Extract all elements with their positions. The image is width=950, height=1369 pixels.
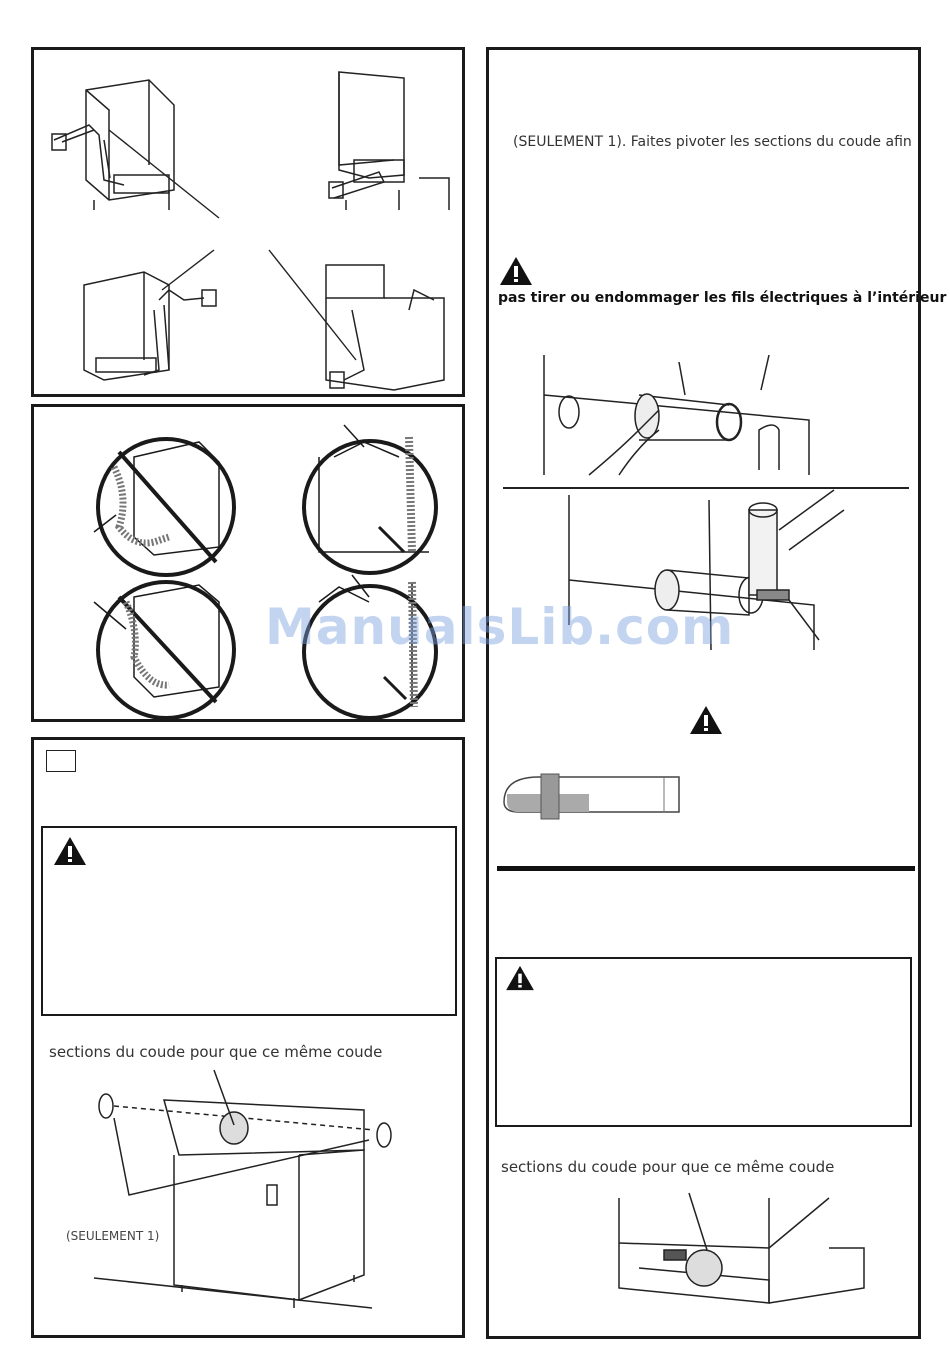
vent-configurations-panel xyxy=(31,47,465,397)
warning-text-right: pas tirer ou endommager les fils électriques à l’intérieur xyxy=(498,290,947,306)
sections-text-right: sections du coude pour que ce même coude xyxy=(501,1158,835,1176)
warning-triangle-icon xyxy=(499,256,533,286)
vent-configurations-illustration xyxy=(34,50,468,400)
seulement-text-right: (SEULEMENT 1). Faites pivoter les sections du coude afin xyxy=(513,134,912,150)
warning-triangle-icon xyxy=(505,965,535,991)
section-divider xyxy=(497,866,915,871)
seulement-label-left: (SEULEMENT 1) xyxy=(66,1229,160,1243)
warning-triangle-icon xyxy=(53,836,87,866)
warning-triangle-icon xyxy=(689,705,723,735)
warning-box-right xyxy=(495,957,912,1127)
left-install-panel xyxy=(31,737,465,1338)
watermark: ManualsLib.com xyxy=(265,598,735,656)
flex-duct-panel xyxy=(31,404,465,722)
flex-duct-illustration xyxy=(34,407,468,725)
elbow-rotation-illustration-left xyxy=(34,1040,468,1340)
elbow-rotation-illustration-right xyxy=(489,1188,924,1338)
sections-text-left: sections du coude pour que ce même coude xyxy=(49,1043,383,1061)
right-install-panel xyxy=(486,47,947,1339)
duct-joint-illustration xyxy=(499,772,689,822)
warning-box-left xyxy=(41,826,457,1016)
step-checkbox xyxy=(46,750,76,772)
